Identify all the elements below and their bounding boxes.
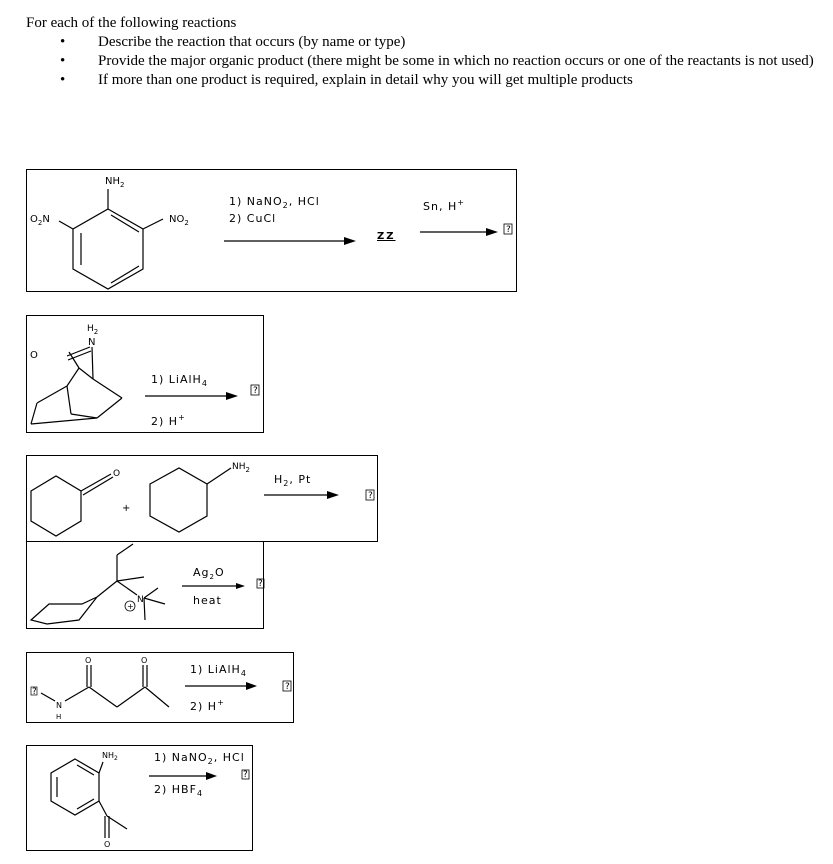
condition-step-2: 2) $HBF_4$ <box>154 783 204 798</box>
reaction-2 <box>26 315 264 433</box>
condition-step-2: 2) H+ <box>151 413 186 428</box>
product-placeholder: ? <box>253 386 258 396</box>
condition-step-2: 2) H+ <box>190 698 225 713</box>
product-placeholder: ? <box>506 225 511 235</box>
reaction-3 <box>26 455 378 542</box>
reaction-arrow-icon <box>149 772 217 780</box>
substituent-placeholder: ? <box>32 687 37 697</box>
reaction-arrow-icon <box>145 392 238 400</box>
reaction-arrow-icon <box>420 228 498 236</box>
amide-oxygen-label: O <box>85 656 92 665</box>
aminoacetophenone-structure <box>51 759 127 838</box>
reaction-3-scheme <box>27 456 377 541</box>
cyclohexylamine-structure <box>150 468 231 532</box>
reaction-arrow-icon <box>264 491 339 499</box>
reaction-1-scheme <box>27 170 516 291</box>
condition-step-1: 1) LiAlH$_4$ <box>151 373 208 388</box>
condition-step-1: 1) NaNO$_2$, HCl <box>154 751 245 766</box>
intermediate-label: ZZ <box>377 231 396 242</box>
product-placeholder: ? <box>285 682 290 692</box>
amide-nitrogen-label: N <box>56 701 62 710</box>
dinitroaniline-structure <box>59 189 163 289</box>
product-placeholder: ? <box>258 579 263 589</box>
reaction-1 <box>26 169 517 292</box>
condition-step-1: 1) LiAlH$_4$ <box>190 663 247 678</box>
condition-heat: heat <box>193 594 222 607</box>
ketone-oxygen-label: O <box>141 656 148 665</box>
carbonyl-oxygen-label: O <box>30 350 38 361</box>
nitrogen-label: N <box>88 337 96 348</box>
instruction-item: • Describe the reaction that occurs (by name or type) <box>26 33 826 52</box>
instructions <box>26 14 826 90</box>
reaction-6-scheme <box>27 746 252 850</box>
condition-step-2: 2) CuCl <box>229 212 277 225</box>
ammonium-nitrogen-label: N <box>137 595 144 605</box>
amine-group-label: $NH_2$ <box>232 462 250 474</box>
reaction-6 <box>26 745 253 851</box>
reaction-arrow-icon <box>185 682 257 690</box>
amide-hydrogen-label: H <box>56 713 62 721</box>
reagent-ag2o: $Ag_2O$ <box>193 566 225 581</box>
instruction-item: • If more than one product is required, explain in detail why you will get multiple products <box>26 71 826 90</box>
reaction-arrow-icon <box>182 583 245 589</box>
product-placeholder: ? <box>368 491 373 501</box>
instructions-heading: For each of the following reactions <box>26 15 237 31</box>
nitro-group-left-label: $O_2N$ <box>30 214 50 227</box>
instruction-item: • Provide the major organic product (there might be some in which no reaction occurs or one of the reactants is not used) <box>26 52 826 71</box>
instructions-list <box>26 33 826 90</box>
plus-sign: + <box>122 503 131 514</box>
reaction-arrow-icon <box>224 237 356 245</box>
product-placeholder: ? <box>243 770 248 780</box>
amine-hydrogen-label: $H_2$ <box>87 324 99 336</box>
cyclohexanone-structure <box>31 474 113 536</box>
amino-group-label: $NH_2$ <box>105 176 125 189</box>
amine-group-label: $NH_2$ <box>102 751 118 762</box>
reaction-5 <box>26 652 294 723</box>
reaction-4 <box>26 541 264 629</box>
condition-step-1: 1) NaNO$_2$, HCl <box>229 195 320 210</box>
reagent-sn-h: Sn, H+ <box>423 198 465 213</box>
positive-charge-label: + <box>127 602 134 611</box>
nitro-group-right-label: $NO_2$ <box>169 214 189 227</box>
ketone-oxygen-label: O <box>113 469 121 479</box>
reaction-2-scheme <box>27 316 263 432</box>
reaction-5-scheme <box>27 653 293 722</box>
ketone-oxygen-label: O <box>104 840 111 849</box>
quaternary-ammonium-structure <box>31 544 165 624</box>
reagent-h2-pt: $H_2$, Pt <box>274 473 312 488</box>
reaction-4-scheme <box>27 542 263 628</box>
bicyclic-lactam-structure <box>31 347 122 424</box>
